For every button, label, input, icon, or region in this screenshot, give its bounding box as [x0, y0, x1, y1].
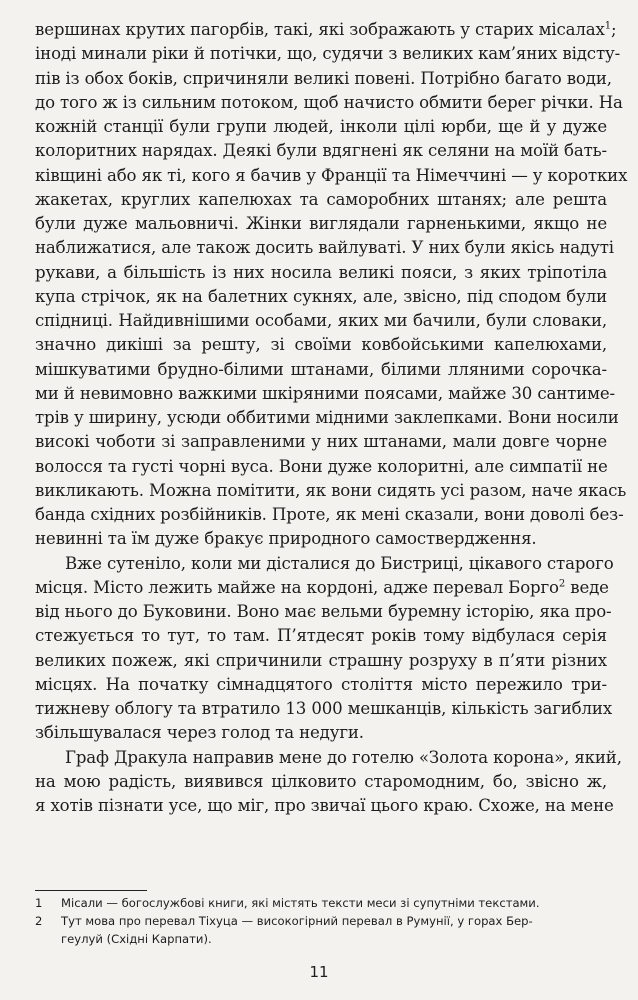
text-line: я хотів пізнати усе, що міг, про звичаї цього краю. Схоже, на мене	[35, 796, 614, 815]
footnote-item	[35, 894, 607, 912]
text-line: невинні та їм дуже бракує природного самоствердження.	[35, 529, 537, 549]
paragraph-first-line: Вже сутеніло, коли ми дісталися до Бистриці, цікавого старого	[65, 553, 614, 573]
text-line: рукави, а більшість із них носила великі пояси, з яких тріпотіла	[35, 262, 607, 282]
text-line: на мою радість, виявився цілковито старомодним, бо, звісно ж,	[35, 771, 607, 791]
footnote-number: 2	[35, 914, 43, 928]
footnote-divider	[35, 890, 147, 891]
text-line: місцях. На початку сімнадцятого століття місто пережило три-	[35, 674, 607, 694]
page-number: 11	[309, 963, 329, 981]
footnote-text: Тут мова про перевал Тіхуца — високогірний перевал в Румунії, у горах Бер-	[61, 914, 533, 928]
text-line: значно дикіші за решту, зі своїми ковбойськими капелюхами,	[35, 335, 607, 355]
footnote-marker: 1	[604, 20, 611, 32]
text-line: викликають. Можна помітити, як вони сидять усі разом, наче якась	[35, 480, 627, 500]
text-line: місця. Місто лежить майже на кордоні, адже перевал Борго$^2$ веде	[35, 577, 609, 597]
footnote-number: 1	[35, 896, 43, 910]
text-line: волосся та густі чорні вуса. Вони дуже колоритні, але симпатії не	[35, 456, 608, 476]
footnote-text: Місали — богослужбові книги, які містять тексти меси зі супутніми текстами.	[61, 896, 540, 910]
footnote-item	[35, 912, 607, 930]
text-line: мішкуватими брудно-білими штанами, білими лляними сорочка-	[35, 359, 607, 379]
text-line: збільшувалася через голод та недуги.	[35, 723, 364, 743]
text-line: пів із обох боків, спричиняли великі повені. Потрібно багато води,	[35, 68, 612, 88]
text-line: ківщині або як ті, кого я бачив у Франції та Німеччині — у коротких	[35, 165, 628, 185]
text-line: кожній станції були групи людей, інколи цілі юрби, ще й у дуже	[35, 117, 607, 136]
footnotes	[35, 894, 607, 948]
text-line: високі чоботи зі заправленими у них штанами, мали довге чорне	[35, 432, 607, 452]
text-line: до того ж із сильним потоком, щоб начисто обмити берег річки. На	[35, 92, 623, 112]
footnote-continuation: геулуй (Східні Карпати).	[61, 932, 212, 946]
text-line: трів у ширину, усюди оббитими мідними заклепками. Вони носили	[35, 408, 619, 427]
text-line: вершинах крутих пагорбів, такі, які зображають у старих місалах$^1$;	[35, 20, 617, 39]
text-line: колоритних нарядах. Деякі були вдягнені як селяни на моїй бать-	[35, 141, 607, 161]
text-line: ми й невимовно важкими шкіряними поясами, майже 30 сантиме-	[35, 383, 615, 403]
text-line: іноді минали ріки й потічки, що, судячи з великих кам’яних відсту-	[35, 44, 621, 64]
text-line: великих пожеж, які спричинили страшну розруху в п’яти різних	[35, 650, 607, 670]
text-line: стежується то тут, то там. П’ятдесят років тому відбулася серія	[35, 626, 607, 646]
text-line: банда східних розбійників. Проте, як мені сказали, вони доволі без-	[35, 505, 624, 524]
text-line: купа стрічок, як на балетних сукнях, але, звісно, під сподом були	[35, 286, 607, 306]
text-line: спідниці. Найдивнішими особами, яких ми бачили, були словаки,	[35, 311, 607, 330]
paragraph-first-line: Граф Дракула направив мене до готелю «Золота корона», який,	[65, 747, 622, 767]
text-line: жакетах, круглих капелюхах та саморобних штанях; але решта	[35, 189, 607, 209]
text-line: наближатися, але також досить вайлуваті. У них були якісь надуті	[35, 238, 614, 258]
text-line: від нього до Буковини. Воно має вельми буремну історію, яка про-	[35, 602, 612, 621]
body-text	[35, 18, 628, 818]
text-line: були дуже мальовничі. Жінки виглядали гарненькими, якщо не	[35, 214, 607, 233]
text-line: тижневу облогу та втратило 13 000 мешканців, кількість загиблих	[35, 699, 613, 718]
footnote-marker: 2	[558, 578, 566, 590]
